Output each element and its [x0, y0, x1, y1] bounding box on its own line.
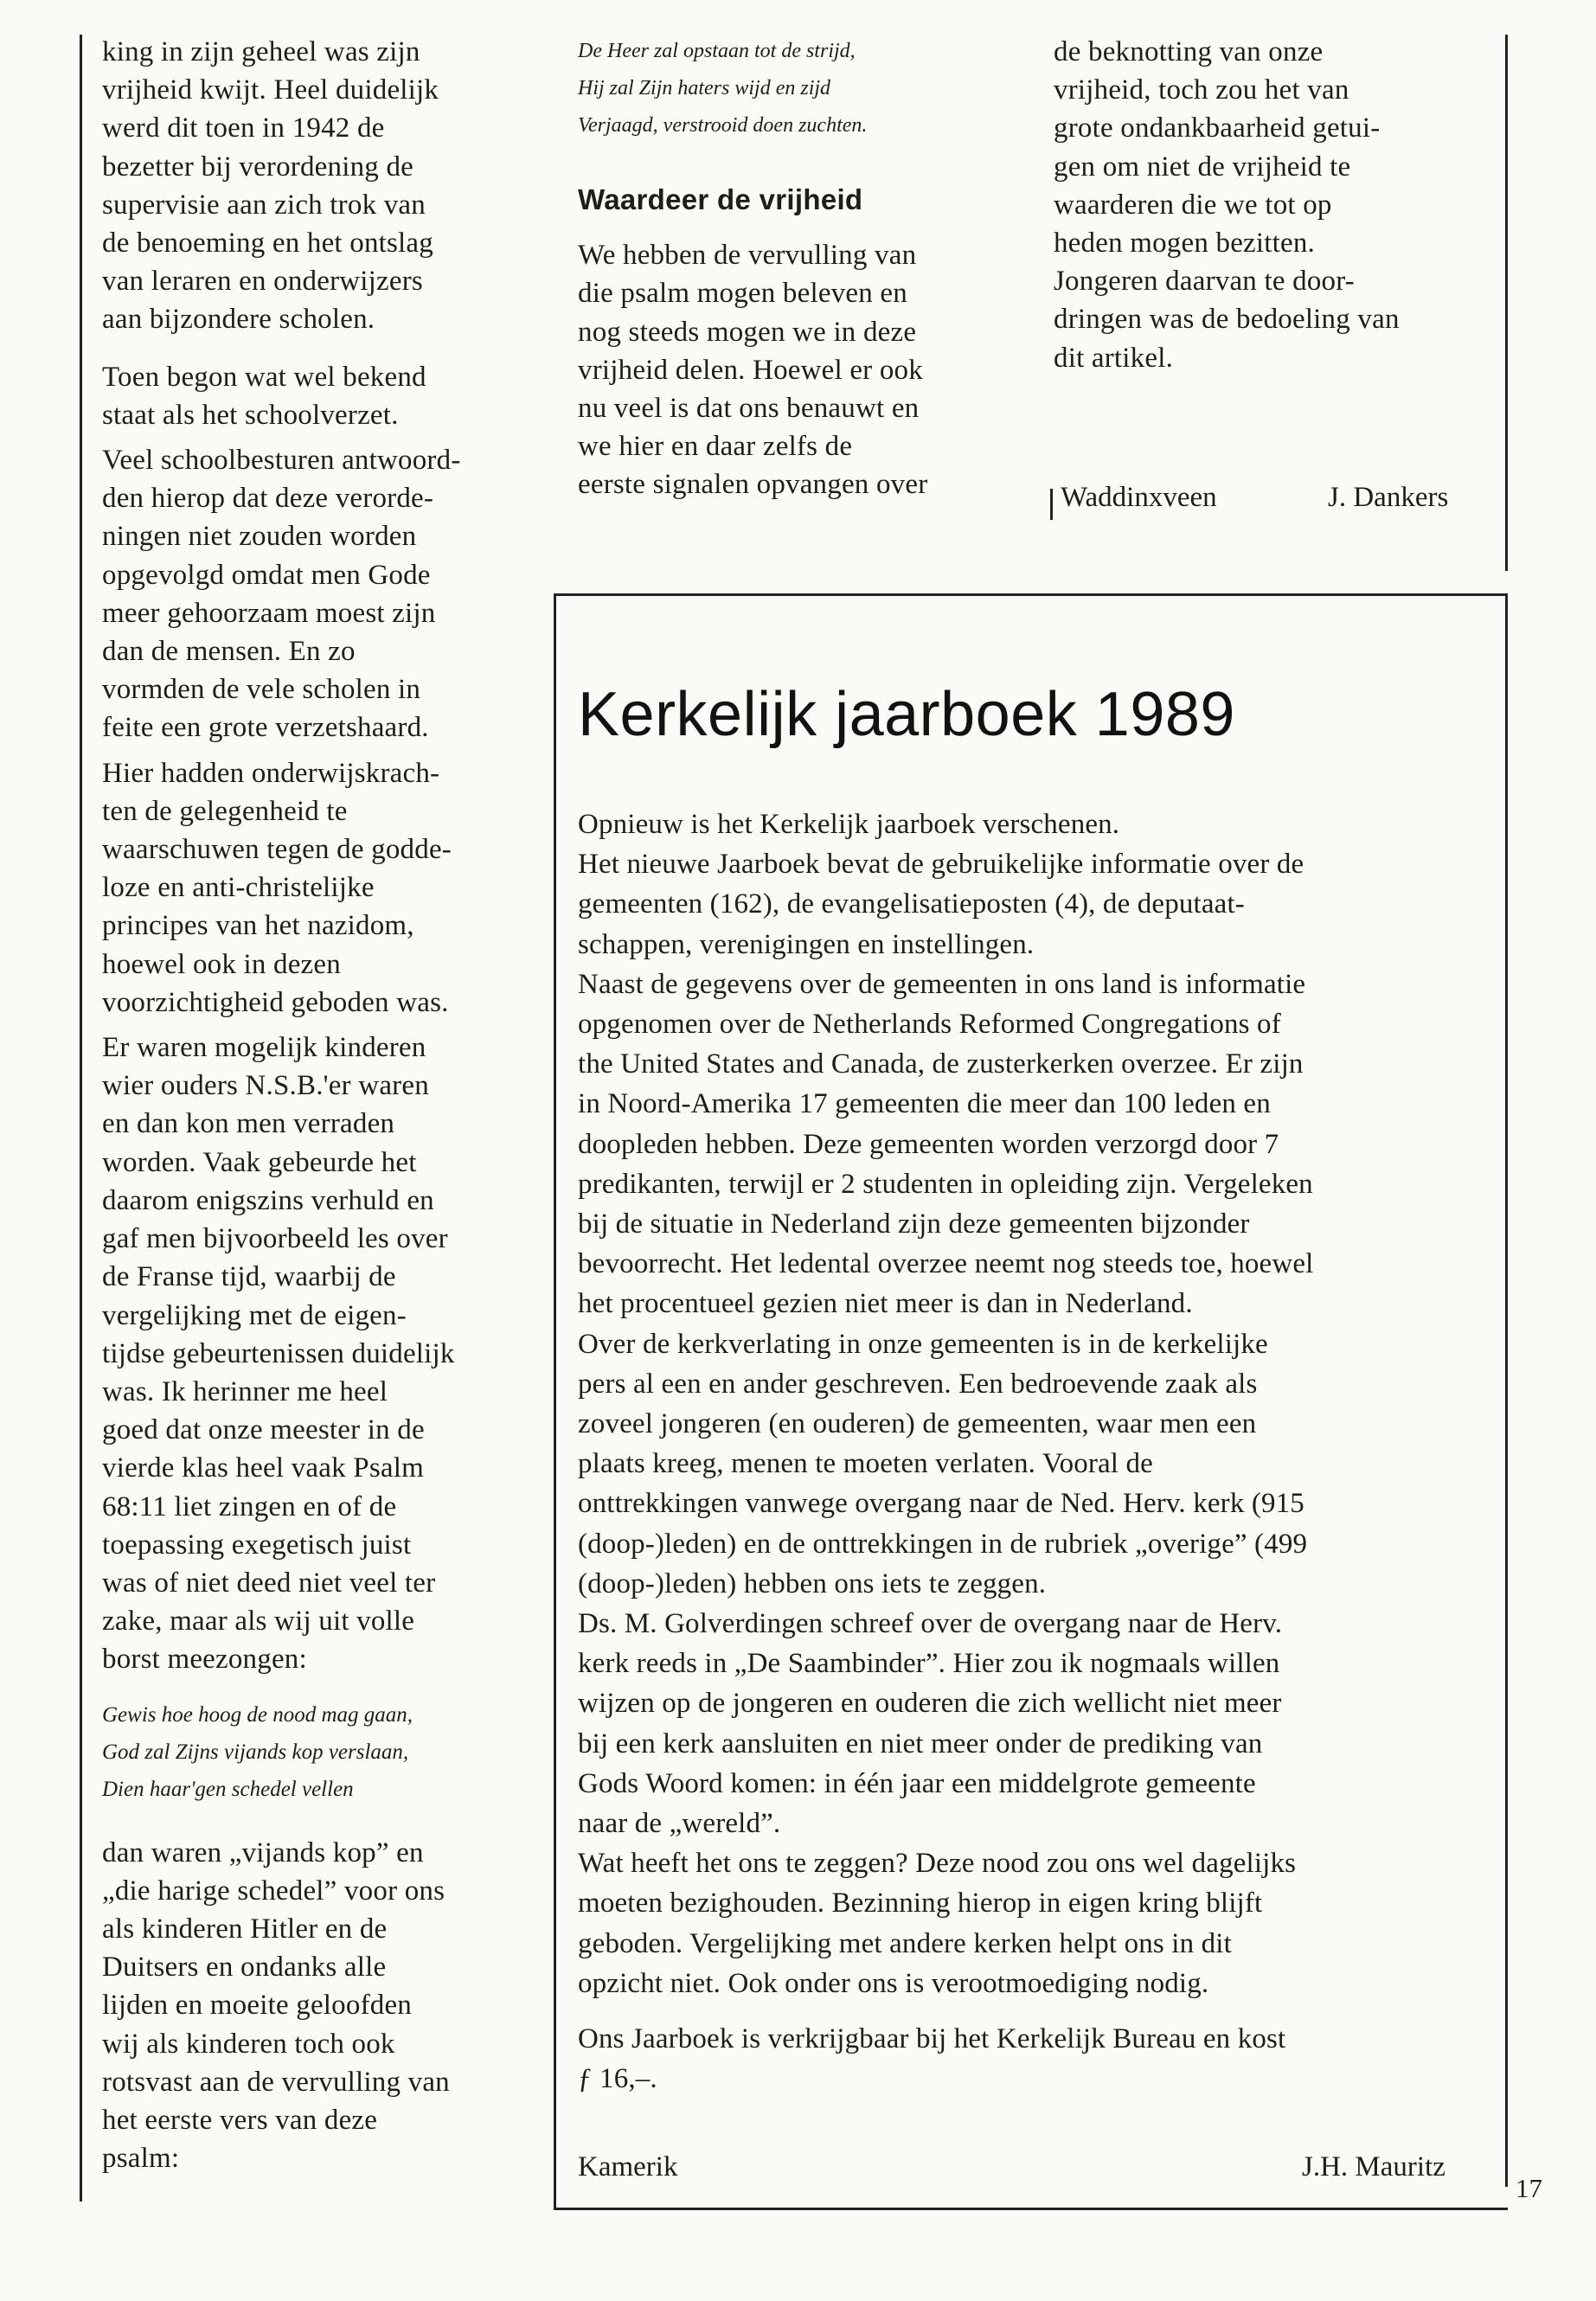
text-line: wier ouders N.S.B.'er waren: [102, 1070, 429, 1102]
text-line: Veel schoolbesturen antwoord-: [102, 445, 461, 477]
text-line: Gods Woord komen: in één jaar een middelgrote gemeente: [578, 1767, 1256, 1799]
text-line: We hebben de vervulling van: [578, 240, 917, 272]
text-line: nu veel is dat ons benauwt en: [578, 393, 920, 425]
text-line: rotsvast aan de vervulling van: [102, 2066, 450, 2098]
text-line: Het nieuwe Jaarboek bevat de gebruikelijke informatie over de: [578, 849, 1304, 881]
page-number: 17: [1516, 2173, 1542, 2203]
text-line: het procentueel gezien niet meer is dan in Nederland.: [578, 1288, 1193, 1320]
col1-paragraph-5: [102, 1029, 539, 1678]
col1-paragraph-1: [102, 33, 539, 339]
box-article-place: Kamerik: [578, 2151, 678, 2182]
text-line: feite een grote verzetshaard.: [102, 712, 429, 744]
column-3: [1054, 33, 1477, 377]
box-bottom-rule: [554, 2208, 1508, 2210]
text-line: geboden. Vergelijking met andere kerken helpt ons in dit: [578, 1927, 1232, 1959]
text-line: vrijheid, toch zou het van: [1054, 74, 1349, 106]
text-line: Wat heeft het ons te zeggen? Deze nood zou ons wel dagelijks: [578, 1848, 1297, 1880]
text-line: ten de gelegenheid te: [102, 795, 348, 827]
col1-psalm-quote: [102, 1696, 539, 1808]
text-line: schappen, verenigingen en instellingen.: [578, 928, 1035, 960]
box-article-author: J.H. Mauritz: [1302, 2151, 1445, 2182]
text-line: vrijheid kwijt. Heel duidelijk: [102, 74, 439, 106]
text-line: „die harige schedel” voor ons: [102, 1875, 445, 1907]
text-line: (doop-)leden) en de onttrekkingen in de rubriek „overige” (499: [578, 1528, 1308, 1560]
text-line: lijden en moeite geloofden: [102, 1990, 413, 2022]
text-line: Toen begon wat wel bekend: [102, 361, 426, 393]
text-line: toepassing exegetisch juist: [102, 1529, 412, 1561]
text-line: Hier hadden onderwijskrach-: [102, 757, 440, 789]
text-line: king in zijn geheel was zijn: [102, 36, 420, 67]
text-line: dringen was de bedoeling van: [1054, 304, 1400, 336]
article1-place: Waddinxveen: [1061, 482, 1217, 513]
text-line: Duitsers en ondanks alle: [102, 1952, 387, 1984]
text-line: Ons Jaarboek is verkrijgbaar bij het Kerkelijk Bureau en kost: [578, 2023, 1286, 2055]
text-line: kerk reeds in „De Saambinder”. Hier zou ik nogmaals willen: [578, 1648, 1280, 1680]
text-line: plaats kreeg, menen te moeten verlaten. Vooral de: [578, 1448, 1153, 1480]
text-line: staat als het schoolverzet.: [102, 399, 399, 431]
text-line: (doop-)leden) hebben ons iets te zeggen.: [578, 1567, 1047, 1599]
text-line: gemeenten (162), de evangelisatieposten (4), de deputaat-: [578, 888, 1245, 920]
text-line: borst meezongen:: [102, 1644, 307, 1676]
right-top-rule: [1505, 35, 1508, 571]
text-line: ƒ 16,–.: [578, 2063, 657, 2095]
text-line: bevoorrecht. Het ledental overzee neemt nog steeds toe, hoewel: [578, 1248, 1314, 1280]
text-line: onttrekkingen vanwege overgang naar de Ned. Herv. kerk (915: [578, 1488, 1304, 1520]
text-line: was of niet deed niet veel ter: [102, 1567, 436, 1599]
text-line: opzicht niet. Ook onder ons is verootmoediging nodig.: [578, 1967, 1209, 1999]
text-line: heden mogen bezitten.: [1054, 228, 1316, 260]
text-line: ningen niet zouden worden: [102, 521, 417, 553]
text-line: dan de mensen. En zo: [102, 636, 356, 668]
text-line: Hij zal Zijn haters wijd en zijd: [578, 77, 831, 99]
box-left-rule: [554, 595, 556, 2210]
text-line: bezetter bij verordening de: [102, 151, 413, 183]
text-line: Opnieuw is het Kerkelijk jaarboek verschenen.: [578, 809, 1120, 840]
text-line: opgenomen over de Netherlands Reformed Congregations of: [578, 1009, 1281, 1041]
column-2: [578, 33, 1010, 504]
text-line: hoewel ook in dezen: [102, 948, 341, 980]
text-line: supervisie aan zich trok van: [102, 189, 426, 221]
text-line: waarderen die we tot op: [1054, 189, 1332, 221]
text-line: in Noord-Amerika 17 gemeenten die meer dan 100 leden en: [578, 1088, 1271, 1120]
text-line: principes van het nazidom,: [102, 910, 414, 942]
col1-paragraph-2: [102, 358, 539, 434]
box-article-body: [578, 804, 1477, 2099]
text-line: worden. Vaak gebeurde het: [102, 1146, 417, 1178]
box-right-rule: [1505, 595, 1508, 2187]
text-line: bij een kerk aansluiten en niet meer onder de prediking van: [578, 1727, 1263, 1759]
box-top-rule: [554, 593, 1508, 596]
text-line: het eerste vers van deze: [102, 2104, 378, 2136]
article1-author: J. Dankers: [1328, 482, 1449, 513]
col1-paragraph-4: [102, 754, 539, 1022]
text-line: waarschuwen tegen de godde-: [102, 834, 452, 866]
text-line: werd dit toen in 1942 de: [102, 112, 385, 144]
left-column-rule: [80, 35, 82, 2202]
text-line: moeten bezighouden. Bezinning hierop in eigen kring blijft: [578, 1888, 1263, 1920]
text-line: vierde klas heel vaak Psalm: [102, 1452, 424, 1484]
text-line: loze en anti-christelijke: [102, 872, 375, 904]
text-line: Dien haar'gen schedel vellen: [102, 1777, 354, 1801]
text-line: Over de kerkverlating in onze gemeenten is in de kerkelijke: [578, 1328, 1268, 1360]
text-line: voorzichtigheid geboden was.: [102, 986, 449, 1018]
column-1: [102, 33, 539, 2177]
text-line: we hier en daar zelfs de: [578, 431, 853, 463]
text-line: als kinderen Hitler en de: [102, 1913, 388, 1945]
col3-paragraph-1: [1054, 33, 1477, 377]
text-line: Jongeren daarvan te door-: [1054, 266, 1355, 298]
text-line: de Franse tijd, waarbij de: [102, 1261, 396, 1293]
text-line: zoveel jongeren (en ouderen) de gemeenten, waar men een: [578, 1408, 1257, 1440]
text-line: dan waren „vijands kop” en: [102, 1836, 424, 1868]
text-line: 68:11 liet zingen en of de: [102, 1490, 397, 1522]
text-line: aan bijzondere scholen.: [102, 304, 375, 336]
text-line: die psalm mogen beleven en: [578, 278, 907, 310]
text-line: de beknotting van onze: [1054, 36, 1324, 67]
section-heading: Waardeer de vrijheid: [578, 183, 863, 215]
text-line: psalm:: [102, 2143, 180, 2175]
text-line: was. Ik herinner me heel: [102, 1375, 388, 1407]
text-line: de benoeming en het ontslag: [102, 228, 433, 260]
col2-psalm-quote: [578, 33, 1010, 144]
text-line: Verjaagd, verstrooid doen zuchten.: [578, 114, 868, 137]
text-line: den hierop dat deze verorde-: [102, 483, 434, 515]
text-line: Naast de gegevens over de gemeenten in ons land is informatie: [578, 968, 1306, 1000]
text-line: meer gehoorzaam moest zijn: [102, 597, 436, 629]
text-line: gen om niet de vrijheid te: [1054, 151, 1351, 183]
col2-paragraph-1: [578, 236, 1010, 503]
text-line: en dan kon men verraden: [102, 1108, 395, 1140]
text-line: doopleden hebben. Deze gemeenten worden verzorgd door 7: [578, 1128, 1279, 1160]
col3-top-rule: [1050, 489, 1053, 520]
text-line: bij de situatie in Nederland zijn deze gemeenten bijzonder: [578, 1208, 1250, 1240]
text-line: Er waren mogelijk kinderen: [102, 1032, 426, 1064]
text-line: Gewis hoe hoog de nood mag gaan,: [102, 1702, 413, 1727]
box-paragraph-2: [578, 2019, 1477, 2099]
col1-paragraph-6: [102, 1834, 539, 2178]
text-line: goed dat onze meester in de: [102, 1414, 425, 1446]
text-line: vormden de vele scholen in: [102, 674, 421, 706]
box-article-title: Kerkelijk jaarboek 1989: [578, 680, 1235, 749]
text-line: Ds. M. Golverdingen schreef over de overgang naar de Herv.: [578, 1608, 1283, 1640]
text-line: opgevolgd omdat men Gode: [102, 559, 431, 591]
text-line: the United States and Canada, de zusterkerken overzee. Er zijn: [578, 1048, 1304, 1080]
text-line: van leraren en onderwijzers: [102, 266, 423, 298]
text-line: wijzen op de jongeren en ouderen die zich wellicht niet meer: [578, 1688, 1282, 1720]
text-line: wij als kinderen toch ook: [102, 2028, 395, 2060]
col1-paragraph-3: [102, 441, 539, 747]
text-line: nog steeds mogen we in deze: [578, 316, 917, 348]
text-line: grote ondankbaarheid getui-: [1054, 112, 1381, 144]
text-line: zake, maar als wij uit volle: [102, 1606, 415, 1638]
text-line: De Heer zal opstaan tot de strijd,: [578, 40, 856, 62]
text-line: pers al een en ander geschreven. Een bedroevende zaak als: [578, 1368, 1258, 1400]
text-line: vrijheid delen. Hoewel er ook: [578, 354, 923, 386]
text-line: God zal Zijns vijands kop verslaan,: [102, 1740, 409, 1764]
text-line: eerste signalen opvangen over: [578, 469, 928, 501]
text-line: tijdse gebeurtenissen duidelijk: [102, 1337, 455, 1369]
text-line: predikanten, terwijl er 2 studenten in opleiding zijn. Vergeleken: [578, 1168, 1313, 1200]
text-line: naar de „wereld”.: [578, 1808, 781, 1840]
box-paragraph-1: [578, 804, 1477, 2003]
text-line: gaf men bijvoorbeeld les over: [102, 1223, 448, 1255]
text-line: daarom enigszins verhuld en: [102, 1184, 434, 1216]
text-line: vergelijking met de eigen-: [102, 1299, 407, 1331]
text-line: dit artikel.: [1054, 342, 1174, 374]
